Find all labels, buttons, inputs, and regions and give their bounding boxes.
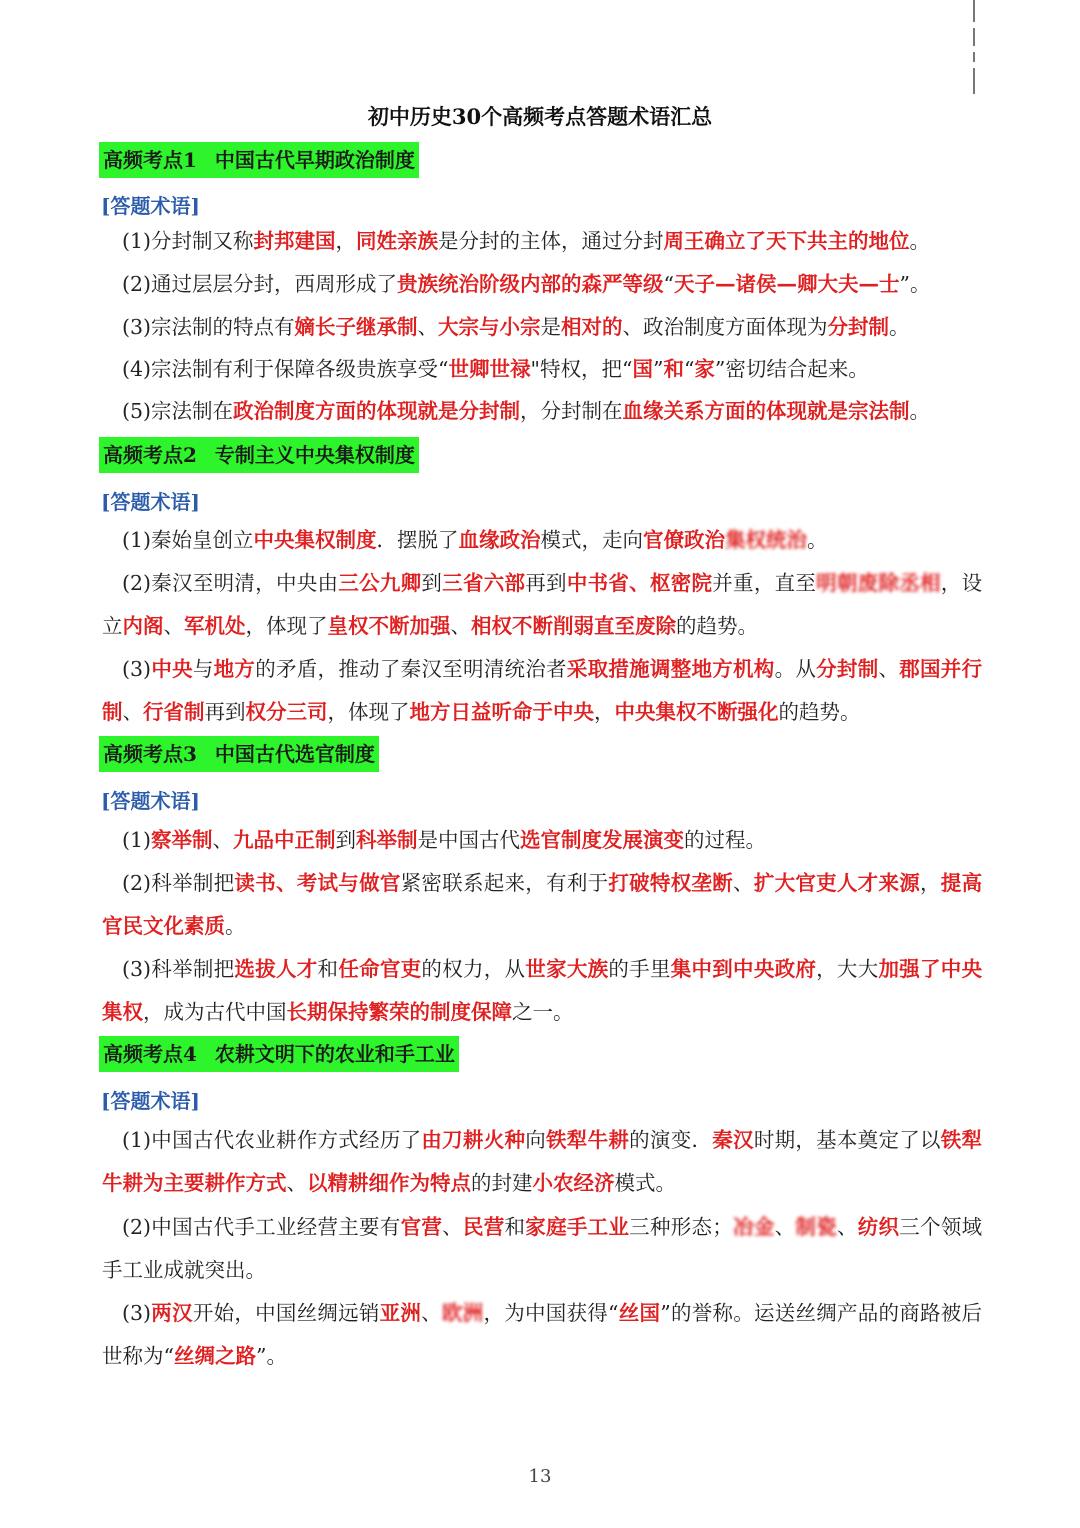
text-run: (1)分封制又称 [122, 229, 254, 253]
paragraph [102, 263, 982, 306]
keyword: 丝绸之路 [173, 1344, 256, 1368]
text-run: ，分封制在 [520, 399, 623, 423]
paragraph [102, 1292, 982, 1378]
keyword: 军机处 [184, 614, 246, 638]
text-run: 、 [774, 1215, 796, 1239]
text-run: 是分封的主体，通过分封 [438, 229, 664, 253]
text-run: 的矛盾，推动了秦汉至明清统治者 [255, 657, 567, 681]
text-run: 、 [212, 828, 234, 852]
text-run: 再到 [204, 700, 246, 724]
text-run: ，大大 [816, 957, 879, 981]
text-run: 。 [909, 229, 931, 253]
keyword: 周王确立了天下共主的地位 [663, 229, 910, 253]
paragraph [102, 306, 982, 349]
text-run: (2)通过层层分封，西周形成了 [122, 272, 398, 296]
text-run: 、 [163, 614, 184, 638]
keyword: 两汉 [151, 1301, 193, 1325]
keyword: 扩大官吏人才来源 [753, 871, 921, 895]
text-run: 和 [317, 957, 339, 981]
text-run: 的权力，从 [421, 957, 526, 981]
section-heading-4 [99, 1036, 459, 1072]
text-run: 时期，基本奠定了以 [753, 1128, 941, 1152]
text-run: 与 [192, 657, 214, 681]
text-run: “ [683, 357, 695, 381]
text-run: ，为中国获得“ [483, 1301, 619, 1325]
keyword: 选拔人才 [234, 957, 318, 981]
text-run: 再到 [525, 571, 567, 595]
text-run: 。 [225, 914, 246, 938]
keyword: 天子—诸侯—卿大夫—士 [674, 272, 900, 296]
text-run: (3)科举制把 [122, 957, 235, 981]
text-run: 三个领域手工业成就突出。 [102, 1215, 983, 1282]
text-run: 。从 [774, 657, 817, 681]
text-run: (2)中国古代手工业经营主要有 [122, 1215, 401, 1239]
text-run: 、 [450, 614, 471, 638]
section-code: 高频考点4 [103, 1042, 197, 1066]
keyword: 世卿世禄 [448, 357, 531, 381]
text-run: 、 [836, 1215, 858, 1239]
paragraph [102, 519, 982, 562]
text-run: ， [920, 871, 941, 895]
section-heading-3 [99, 736, 379, 772]
text-run: 模式，走向 [540, 528, 644, 552]
keyword: 纺织 [857, 1215, 900, 1239]
keyword: 大宗与小宗 [438, 315, 541, 339]
text-run: 向 [525, 1128, 547, 1152]
keyword: 由刀耕火种 [421, 1128, 526, 1152]
document-title: 初中历史30个高频考点答题术语汇总 [367, 104, 713, 129]
paragraph [102, 348, 982, 391]
text-run: ，体现了 [327, 700, 410, 724]
text-run: 和 [504, 1215, 526, 1239]
keyword: 长期保持繁荣的制度保障 [286, 1000, 512, 1024]
paragraph [102, 562, 982, 648]
text-run: (5)宗法制在 [122, 399, 234, 423]
text-run: 的趋势。 [778, 700, 861, 724]
text-run: 三种形态； [629, 1215, 733, 1239]
keyword: 亚洲 [379, 1301, 422, 1325]
term-label: [答题术语] [101, 789, 200, 813]
keyword: 中央 [151, 657, 193, 681]
blurred-keyword: 冶金 [732, 1215, 775, 1239]
keyword: 提高官民文化素质 [102, 871, 983, 938]
text-run: 的过程。 [684, 828, 767, 852]
section-heading-1 [99, 142, 419, 178]
text-run: 的封建 [471, 1171, 533, 1195]
text-run: ”。 [255, 1344, 287, 1368]
keyword: 家 [694, 357, 715, 381]
text-run: (4)宗法制有利于保障各级贵族享受“ [122, 357, 449, 381]
keyword: 中央集权不断强化 [614, 700, 779, 724]
term-label: [答题术语] [101, 194, 200, 218]
text-run: ．摆脱了 [376, 528, 459, 552]
keyword: 集中到中央政府 [670, 957, 817, 981]
text-run: 、 [878, 657, 900, 681]
keyword: 相权不断削弱直至废除 [471, 614, 676, 638]
text-run: ” [652, 357, 664, 381]
blurred-keyword: 制瓷 [795, 1215, 837, 1239]
section-name: 中国古代选官制度 [214, 742, 375, 766]
term-label: [答题术语] [101, 490, 200, 514]
text-run: 并重，直至 [712, 571, 817, 595]
paragraph [102, 648, 982, 734]
keyword: 任命官吏 [338, 957, 422, 981]
keyword: 血缘关系方面的体现就是宗法制 [622, 399, 910, 423]
keyword: 封邦建国 [253, 229, 336, 253]
section-code: 高频考点1 [103, 148, 197, 172]
text-run: ，成为古代中国 [143, 1000, 287, 1024]
text-run: ， [594, 700, 615, 724]
keyword: 贵族统治阶级内部的森严等级 [397, 272, 664, 296]
section-code: 高频考点3 [103, 742, 197, 766]
text-run: 到 [421, 571, 443, 595]
text-run: ”的誉称。运送丝绸产品的商路被后世称为“ [102, 1301, 983, 1368]
keyword: 民营 [462, 1215, 505, 1239]
keyword: 打破特权垄断 [608, 871, 734, 895]
text-run: (1) [122, 828, 152, 852]
paragraph [102, 1206, 982, 1292]
text-run: 的趋势。 [676, 614, 758, 638]
text-run: (2)科举制把 [122, 871, 235, 895]
text-run: “ [663, 272, 675, 296]
blurred-keyword: 明朝废除丞相 [816, 571, 941, 595]
keyword: 科举制 [356, 828, 418, 852]
keyword: 地方 [213, 657, 256, 681]
keyword: 以精耕细作为特点 [307, 1171, 471, 1195]
text-run: (3) [122, 1301, 152, 1325]
text-run: 是 [540, 315, 562, 339]
section-name: 中国古代早期政治制度 [214, 148, 415, 172]
keyword: 郡国并行制 [102, 657, 983, 724]
section-heading-2 [99, 437, 419, 473]
text-run: 紧密联系起来，有利于 [400, 871, 609, 895]
keyword: 和 [663, 357, 684, 381]
text-run: (1)秦始皇创立 [122, 528, 254, 552]
keyword: 官营 [400, 1215, 443, 1239]
text-run: 到 [335, 828, 357, 852]
keyword: 三省六部 [442, 571, 526, 595]
keyword: 铁犁牛耕为主要耕作方式 [102, 1128, 983, 1195]
keyword: 丝国 [618, 1301, 661, 1325]
text-run: ，体现了 [245, 614, 328, 638]
text-run: 、 [286, 1171, 307, 1195]
text-run: 是中国古代 [417, 828, 521, 852]
text-run: "特权，把“ [530, 357, 633, 381]
text-run: ， [335, 229, 357, 253]
keyword: 秦汉 [712, 1128, 754, 1152]
blurred-keyword: 欧洲 [441, 1301, 484, 1325]
text-run: ”密切结合起来。 [714, 357, 869, 381]
keyword: 血缘政治 [458, 528, 541, 552]
section-name: 专制主义中央集权制度 [214, 443, 415, 467]
keyword: 三公九卿 [338, 571, 422, 595]
keyword: 嫡长子继承制 [294, 315, 418, 339]
keyword: 政治制度方面的体现就是分封制 [233, 399, 521, 423]
term-label: [答题术语] [101, 1089, 200, 1113]
text-run: ，设立 [102, 571, 983, 638]
section-name: 农耕文明下的农业和手工业 [214, 1042, 455, 1066]
text-run: 之一。 [512, 1000, 574, 1024]
text-run: 模式。 [614, 1171, 676, 1195]
text-run: 开始，中国丝绸远销 [192, 1301, 380, 1325]
keyword: 内阁 [122, 614, 164, 638]
text-run: (3)宗法制的特点有 [122, 315, 295, 339]
keyword: 加强了中央集权 [102, 957, 983, 1024]
text-run: ”。 [899, 272, 931, 296]
blurred-keyword: 集权统治 [725, 528, 808, 552]
text-run: (3) [122, 657, 152, 681]
keyword: 九品中正制 [233, 828, 336, 852]
keyword: 读书、考试与做官 [234, 871, 401, 895]
paragraph [102, 948, 982, 1034]
text-run: (1)中国古代农业耕作方式经历了 [122, 1128, 422, 1152]
paragraph [102, 220, 982, 263]
text-run: 。 [889, 315, 910, 339]
text-run: 的演变． [629, 1128, 713, 1152]
keyword: 官僚政治 [643, 528, 726, 552]
paragraph [102, 862, 982, 948]
keyword: 国 [632, 357, 653, 381]
text-run: 、 [733, 871, 754, 895]
keyword: 中书省、枢密院 [566, 571, 713, 595]
paragraph [102, 819, 982, 862]
keyword: 分封制 [816, 657, 879, 681]
keyword: 同姓亲族 [356, 229, 439, 253]
paragraph [102, 390, 982, 433]
text-run: 。 [909, 399, 931, 423]
keyword: 采取措施调整地方机构 [566, 657, 775, 681]
text-run: 、 [122, 700, 143, 724]
keyword: 世家大族 [525, 957, 609, 981]
keyword: 家庭手工业 [525, 1215, 630, 1239]
keyword: 行省制 [143, 700, 205, 724]
keyword: 分封制 [827, 315, 890, 339]
text-run: 、 [442, 1215, 463, 1239]
keyword: 小农经济 [532, 1171, 615, 1195]
text-run: (2)秦汉至明清，中央由 [122, 571, 339, 595]
keyword: 察举制 [151, 828, 213, 852]
text-run: 、政治制度方面体现为 [622, 315, 828, 339]
page-number: 13 [528, 1466, 552, 1487]
keyword: 中央集权制度 [253, 528, 377, 552]
text-run: 、 [417, 315, 439, 339]
section-code: 高频考点2 [103, 443, 197, 467]
keyword: 铁犁牛耕 [546, 1128, 630, 1152]
keyword: 地方日益听命于中央 [409, 700, 594, 724]
keyword: 权分三司 [245, 700, 328, 724]
keyword: 选官制度发展演变 [520, 828, 685, 852]
keyword: 相对的 [561, 315, 623, 339]
text-run: 的手里 [608, 957, 671, 981]
text-run: 。 [807, 528, 828, 552]
scan-edge-mark [973, 0, 976, 95]
paragraph [102, 1119, 982, 1205]
keyword: 皇权不断加强 [327, 614, 451, 638]
text-run: 、 [421, 1301, 442, 1325]
